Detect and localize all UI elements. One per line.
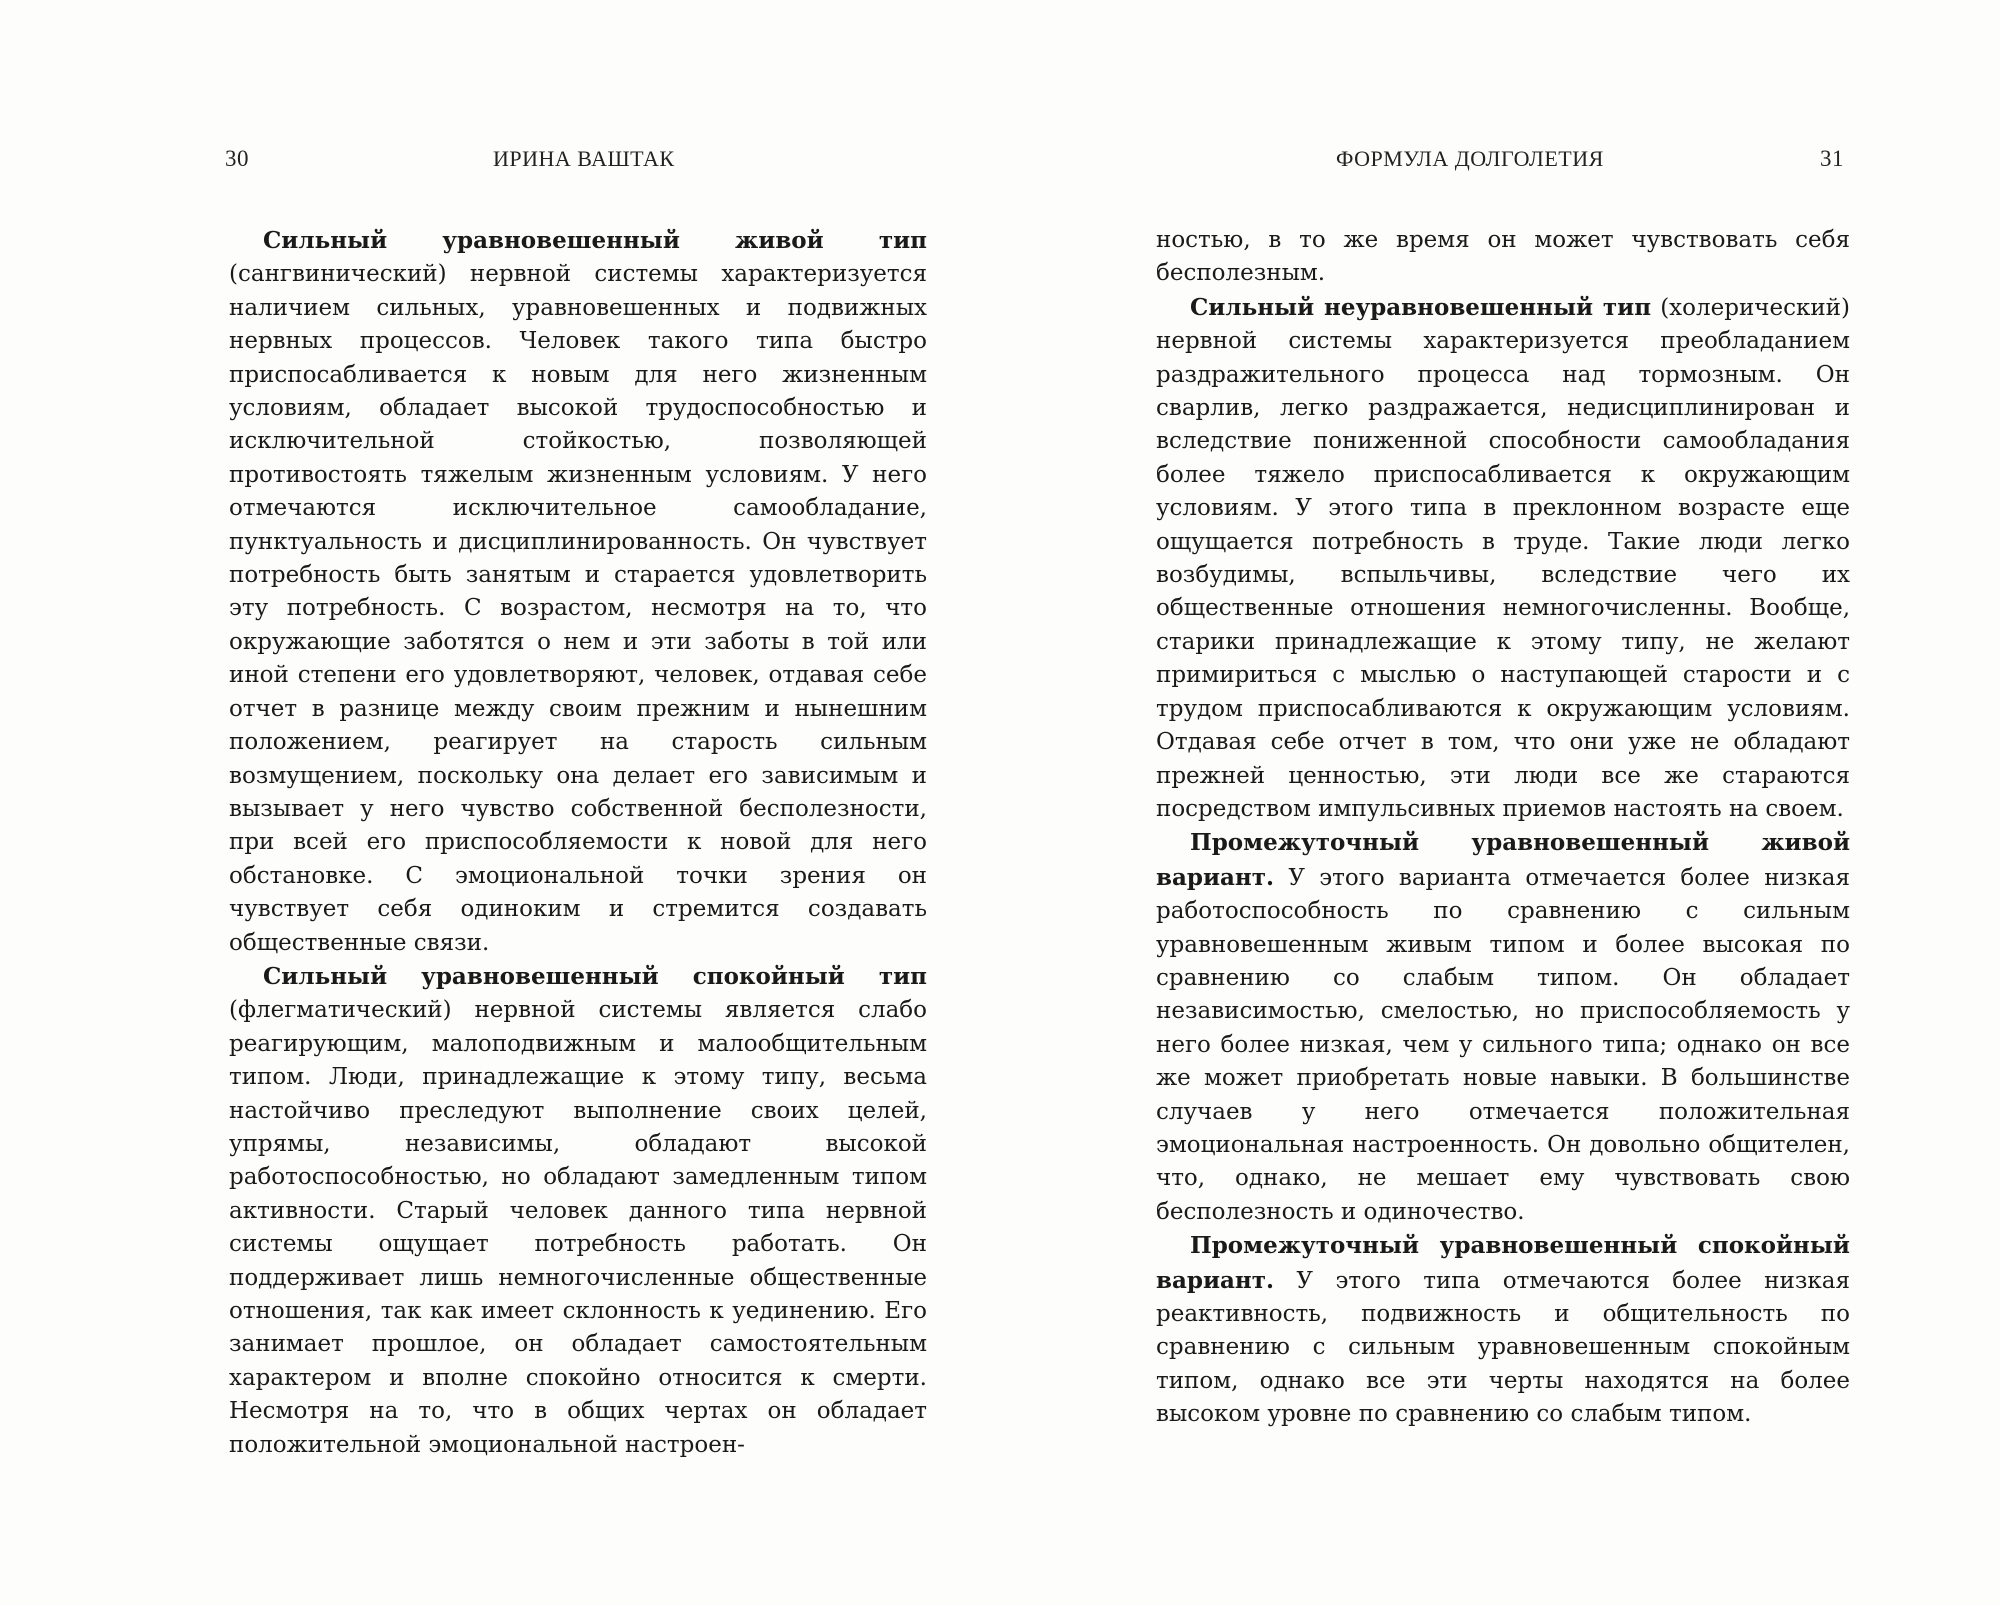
left-running-head: ИРИНА ВАШТАК [493, 146, 675, 171]
paragraph-text: (флегматический) нервной системы является слабо реагирующим, малоподвижным и малообщительным типом. Люди, принадлежащие к этому типу, весьма настойчиво преследуют выполнение своих целей, упрямы, независимы, обладают высокой работоспособностью, но обладают замедленным типом активности. Старый человек данного типа нервной системы ощущает потребность работать. Он поддерживает лишь немногочисленные общественные отношения, так как имеет склонность к уединению. Его занимает прошлое, он обладает самостоятельным характером и вполне спокойно относится к смерти. Несмотря на то, что в общих чертах он обладает положительной эмоциональной настроен- [229, 997, 927, 1458]
paragraph-text: ностью, в то же время он может чувствовать себя бесполезным. [1156, 227, 1850, 287]
paragraph [1156, 291, 1850, 827]
paragraph-text: У этого варианта отмечается более низкая работоспособность по сравнению с сильным уравновешенным живым типом и более высокая по сравнению со слабым типом. Он обладает независимостью, смелостью, но приспособляемость у него более низкая, чем у сильного типа; однако он все же может приобретать новые навыки. В большинстве случаев у него отмечается положительная эмоциональная настроенность. Он довольно общителен, что, однако, не мешает ему чувствовать свою бесполезность и одиночество. [1156, 864, 1850, 1225]
paragraph [1156, 826, 1850, 1229]
term-heading: Промежуточный уравновешенный живой вариант. [1156, 829, 1850, 891]
right-page-number: 31 [1820, 146, 1844, 171]
paragraph [1156, 224, 1850, 291]
term-heading: Сильный уравновешенный живой тип [263, 227, 927, 254]
right-running-head: ФОРМУЛА ДОЛГОЛЕТИЯ [1336, 146, 1604, 171]
paragraph-text: (сангвинический) нервной системы характеризуется наличием сильных, уравновешенных и подвижных нервных процессов. Человек такого типа быстро приспосабливается к новым для него жизненным условиям, обладает высокой трудоспособностью и исключительной стойкостью, позволяющей противостоять тяжелым жизненным условиям. У него отмечаются исключительное самообладание, пунктуальность и дисциплинированность. Он чувствует потребность быть занятым и старается удовлетворить эту потребность. С возрастом, несмотря на то, что окружающие заботятся о нем и эти заботы в той или иной степени его удовлетворяют, человек, отдавая себе отчет в разнице между своим прежним и нынешним положением, реагирует на старость сильным возмущением, поскольку она делает его зависимым и вызывает у него чувство собственной бесполезности, при всей его приспособляемости к новой для него обстановке. С эмоциональной точки зрения он чувствует себя одиноким и стремится создавать общественные связи. [229, 261, 927, 956]
term-heading: Сильный неуравновешенный тип [1190, 293, 1652, 321]
left-page-body [229, 224, 927, 1462]
left-page-number: 30 [225, 146, 249, 171]
paragraph-text: (холерический) нервной системы характеризуется преобладанием раздражительного процесса над тормозным. Он сварлив, легко раздражается, недисциплинирован и вследствие пониженной способности самообладания более тяжело приспосабливается к окружающим условиям. У этого типа в преклонном возрасте еще ощущается потребность в труде. Такие люди легко возбудимы, вспыльчивы, вследствие чего их общественные отношения немногочисленны. Вообще, старики принадлежащие к этому типу, не желают примириться с мыслью о наступающей старости и с трудом приспосабливаются к окружающим условиям. Отдавая себе отчет в том, что они уже не обладают прежней ценностью, эти люди все же стараются посредством импульсивных приемов настоять на своем. [1156, 294, 1850, 822]
paragraph-text: У этого типа отмечаются более низкая реактивность, подвижность и общительность по сравнению с сильным уравновешенным спокойным типом, однако все эти черты находятся на более высоком уровне по сравнению со слабым типом. [1156, 1267, 1850, 1428]
paragraph [229, 224, 927, 960]
term-heading: Промежуточный уравновешенный спокойный вариант. [1156, 1232, 1850, 1294]
term-heading: Сильный уравновешенный спокойный тип [263, 962, 927, 990]
paragraph [1156, 1229, 1850, 1431]
right-page-body [1156, 224, 1850, 1432]
paragraph [229, 960, 927, 1462]
